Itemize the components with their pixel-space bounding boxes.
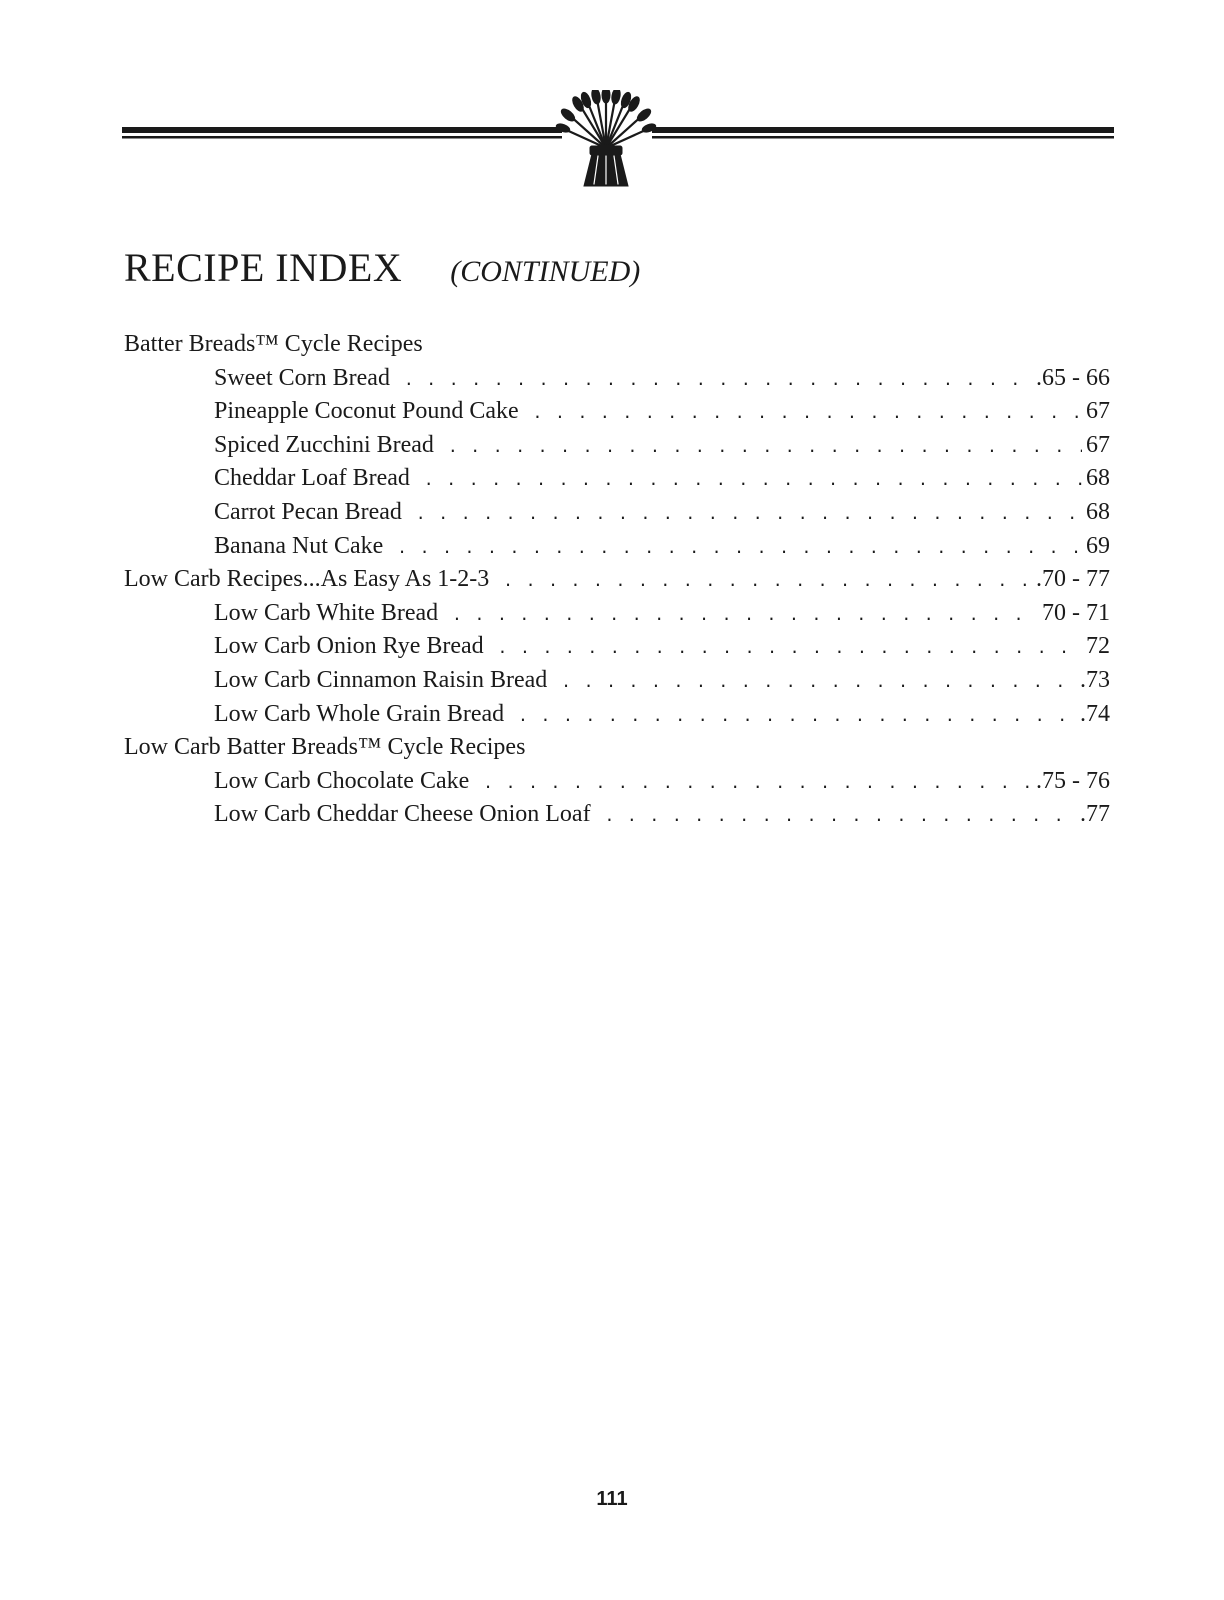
- recipe-index-list: [124, 328, 1110, 832]
- dot-leader: [483, 766, 1032, 800]
- entry-pages: 68: [1086, 498, 1110, 525]
- dot-leader: [498, 631, 1082, 665]
- index-entry: [124, 765, 1110, 799]
- entry-pages: 67: [1086, 398, 1110, 425]
- entry-pages: .65 - 66: [1036, 364, 1110, 391]
- index-entry: [124, 798, 1110, 832]
- index-entry: [124, 664, 1110, 698]
- entry-label: Low Carb Chocolate Cake: [214, 767, 470, 794]
- entry-label: Cheddar Loaf Bread: [214, 465, 410, 492]
- wheat-sheaf-icon: [555, 90, 657, 186]
- entry-label: Low Carb Onion Rye Bread: [214, 633, 484, 660]
- dot-leader: [404, 363, 1032, 397]
- entry-label: Pineapple Coconut Pound Cake: [214, 398, 519, 425]
- index-entry: [124, 698, 1110, 732]
- dot-leader: [448, 430, 1082, 464]
- index-entry: [124, 362, 1110, 396]
- page-subtitle: (CONTINUED): [450, 255, 641, 288]
- entry-label: Low Carb White Bread: [214, 599, 439, 626]
- index-entry: [124, 530, 1110, 564]
- entry-pages: 70 - 71: [1042, 599, 1110, 626]
- entry-label: Low Carb Recipes...As Easy As 1-2-3: [124, 566, 490, 593]
- entry-pages: .74: [1080, 700, 1110, 727]
- dot-leader: [424, 463, 1082, 497]
- index-entry: [124, 462, 1110, 496]
- index-entry: [124, 496, 1110, 530]
- entry-pages: .70 - 77: [1036, 566, 1110, 593]
- dot-leader: [561, 665, 1076, 699]
- header-rule-ornament: [122, 90, 1114, 200]
- entry-pages: 72: [1086, 633, 1110, 660]
- entry-pages: .75 - 76: [1036, 767, 1110, 794]
- entry-label: Spiced Zucchini Bread: [214, 431, 434, 458]
- entry-label: Batter Breads™ Cycle Recipes: [124, 331, 423, 357]
- dot-leader: [503, 564, 1032, 598]
- entry-label: Low Carb Cinnamon Raisin Bread: [214, 666, 548, 693]
- page-heading: [124, 244, 640, 291]
- entry-pages: 67: [1086, 431, 1110, 458]
- double-rule-right: [652, 127, 1114, 139]
- index-section-heading: [124, 328, 1110, 362]
- entry-pages: .77: [1080, 801, 1110, 828]
- entry-pages: 69: [1086, 532, 1110, 559]
- entry-label: Sweet Corn Bread: [214, 364, 390, 391]
- dot-leader: [605, 799, 1076, 833]
- index-entry: [124, 395, 1110, 429]
- entry-label: Banana Nut Cake: [214, 532, 384, 559]
- index-entry: [124, 429, 1110, 463]
- double-rule-left: [122, 127, 562, 139]
- dot-leader: [518, 699, 1076, 733]
- index-entry: [124, 630, 1110, 664]
- entry-label: Low Carb Whole Grain Bread: [214, 700, 505, 727]
- entry-label: Low Carb Cheddar Cheese Onion Loaf: [214, 801, 591, 828]
- index-section-heading: [124, 731, 1110, 765]
- dot-leader: [452, 598, 1038, 632]
- index-entry: [124, 597, 1110, 631]
- entry-label: Carrot Pecan Bread: [214, 498, 402, 525]
- entry-pages: .73: [1080, 666, 1110, 693]
- entry-label: Low Carb Batter Breads™ Cycle Recipes: [124, 734, 526, 761]
- dot-leader: [397, 531, 1082, 565]
- dot-leader: [416, 497, 1082, 531]
- page-title: RECIPE INDEX: [124, 245, 403, 290]
- dot-leader: [533, 396, 1082, 430]
- entry-pages: 68: [1086, 465, 1110, 492]
- page-number: 111: [596, 1488, 628, 1510]
- index-section-heading: [124, 563, 1110, 597]
